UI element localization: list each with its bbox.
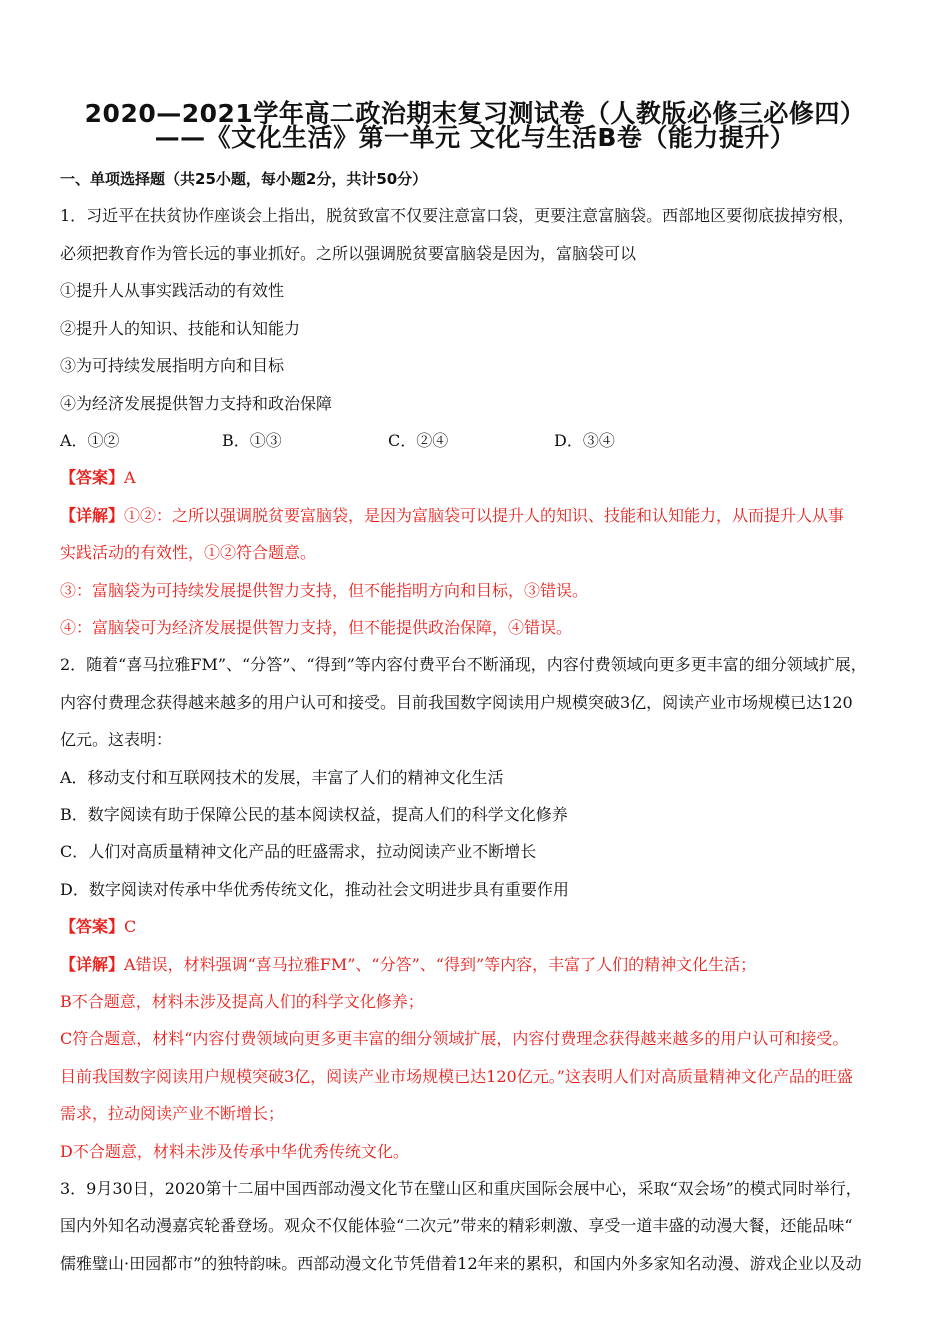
detail-tag: 【详解】 bbox=[60, 506, 125, 525]
q2-detail-line3: C符合题意，材料“内容付费领域向更多更丰富的细分领域扩展，内容付费理念获得越来越多的用户认可和接受。 bbox=[60, 1029, 849, 1048]
document-title-line1: 2020—2021学年高二政治期末复习测试卷（人教版必修三必修四） bbox=[84, 99, 866, 128]
answer-value: C bbox=[124, 917, 137, 936]
q2-option-d: D．数字阅读对传承中华优秀传统文化，推动社会文明进步具有重要作用 bbox=[60, 880, 569, 899]
q2-detail-line2: B不合题意，材料未涉及提高人们的科学文化修养； bbox=[60, 992, 424, 1011]
q2-detail-line6: D不合题意，材料未涉及传承中华优秀传统文化。 bbox=[60, 1142, 409, 1161]
detail-text: ①②：之所以强调脱贫要富脑袋，是因为富脑袋可以提升人的知识、技能和认知能力，从而提升人从事 bbox=[124, 506, 845, 525]
q1-item-3: ③为可持续发展指明方向和目标 bbox=[60, 356, 285, 375]
q1-item-4: ④为经济发展提供智力支持和政治保障 bbox=[60, 394, 333, 413]
q1-detail-line2: 实践活动的有效性，①②符合题意。 bbox=[60, 543, 317, 562]
q1-detail-line1 bbox=[60, 503, 844, 526]
q1-item-2: ②提升人的知识、技能和认知能力 bbox=[60, 319, 301, 338]
q1-stem-line1: 1．习近平在扶贫协作座谈会上指出，脱贫致富不仅要注意富口袋，更要注意富脑袋。西部地区要彻底拔掉穷根， bbox=[60, 206, 855, 225]
q2-option-c: C．人们对高质量精神文化产品的旺盛需求，拉动阅读产业不断增长 bbox=[60, 842, 537, 861]
q1-detail-line4: ④：富脑袋可为经济发展提供智力支持，但不能提供政治保障，④错误。 bbox=[60, 618, 573, 637]
q1-item-1: ①提升人从事实践活动的有效性 bbox=[60, 281, 285, 300]
q2-detail-line4: 目前我国数字阅读用户规模突破3亿，阅读产业市场规模已达120亿元。”这表明人们对高质量精神文化产品的旺盛 bbox=[60, 1067, 853, 1086]
detail-text: A错误，材料强调“喜马拉雅FM”、“分答”、“得到”等内容，丰富了人们的精神文化生活； bbox=[124, 955, 757, 974]
q1-answer bbox=[60, 465, 136, 488]
detail-tag: 【详解】 bbox=[60, 955, 125, 974]
answer-tag: 【答案】 bbox=[60, 468, 125, 487]
q1-detail-line3: ③：富脑袋为可持续发展提供智力支持，但不能指明方向和目标，③错误。 bbox=[60, 581, 589, 600]
q1-stem-line2: 必须把教育作为管长远的事业抓好。之所以强调脱贫要富脑袋是因为，富脑袋可以 bbox=[60, 244, 637, 263]
q3-stem-line1: 3．9月30日，2020第十二届中国西部动漫文化节在璧山区和重庆国际会展中心，采取“双会场”的模式同时举行， bbox=[60, 1179, 862, 1198]
q3-stem-line2: 国内外知名动漫嘉宾轮番登场。观众不仅能体验“二次元”带来的精彩刺激、享受一道丰盛的动漫大餐，还能品味“ bbox=[60, 1216, 853, 1235]
q3-stem-line3: 儒雅璧山·田园都市”的独特韵味。西部动漫文化节凭借着12年来的累积，和国内外多家知名动漫、游戏企业以及动 bbox=[60, 1254, 862, 1273]
q2-stem-line1: 2．随着“喜马拉雅FM”、“分答”、“得到”等内容付费平台不断涌现，内容付费领域向更多更丰富的细分领域扩展， bbox=[60, 655, 867, 674]
q2-stem-line2: 内容付费理念获得越来越多的用户认可和接受。目前我国数字阅读用户规模突破3亿，阅读产业市场规模已达120 bbox=[60, 693, 853, 712]
q2-detail-line5: 需求，拉动阅读产业不断增长； bbox=[60, 1104, 285, 1123]
q2-answer bbox=[60, 914, 136, 937]
q1-option-d: D．③④ bbox=[554, 431, 615, 450]
q2-option-a: A．移动支付和互联网技术的发展，丰富了人们的精神文化生活 bbox=[60, 768, 504, 787]
document-title-line2: ——《文化生活》第一单元 文化与生活B卷（能力提升） bbox=[154, 123, 796, 152]
q2-detail-line1 bbox=[60, 952, 756, 975]
answer-value: A bbox=[124, 468, 136, 487]
q2-option-b: B．数字阅读有助于保障公民的基本阅读权益，提高人们的科学文化修养 bbox=[60, 805, 568, 824]
q1-option-a: A．①② bbox=[60, 431, 120, 450]
q2-stem-line3: 亿元。这表明： bbox=[60, 730, 173, 749]
q1-option-b: B．①③ bbox=[222, 431, 282, 450]
q1-option-c: C．②④ bbox=[388, 431, 449, 450]
section-header: 一、单项选择题（共25小题，每小题2分，共计50分） bbox=[60, 170, 428, 188]
answer-tag: 【答案】 bbox=[60, 917, 125, 936]
